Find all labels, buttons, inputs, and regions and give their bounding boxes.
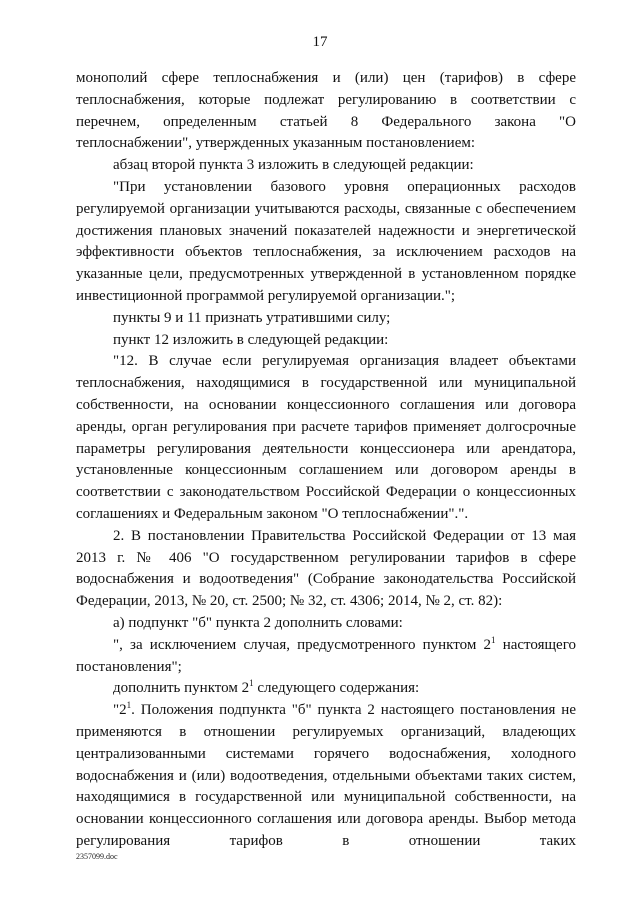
superscript: 1 (249, 678, 254, 689)
paragraph-quoted-text (76, 700, 576, 853)
paragraph-continuation: монополий сфере теплоснабжения и (или) цен (тарифов) в сфере теплоснабжения, которые подлежат регулированию в соответствии с перечнем, определенным статьей 8 Федерального закона "О теплоснабжении", утвержденных указанным постановлением: (76, 70, 576, 152)
paragraph-quoted-addition (76, 635, 576, 679)
text-segment: следующего содержания: (253, 680, 420, 697)
superscript: 1 (491, 634, 496, 645)
text-segment: "2 (113, 702, 127, 719)
paragraph-amendment-intro: абзац второй пункта 3 изложить в следующей редакции: (113, 157, 474, 174)
document-footer-filename: 2357099.doc (76, 852, 118, 861)
paragraph-subpoint-a: а) подпункт "б" пункта 2 дополнить словами: (113, 614, 403, 631)
paragraph-amendment-intro: пункт 12 изложить в следующей редакции: (113, 331, 389, 348)
paragraph-quoted-text: "12. В случае если регулируемая организация владеет объектами теплоснабжения, находящимися в государственной или муниципальной собственности, на основании концессионного соглашения или договора аренды, орган регулирования при расчете тарифов применяет долгосрочные параметры регулирования деятельности концессионера или арендатора, установленные концессионным соглашением или договором аренды в соответствии с законодательством Российской Федерации о концессионных соглашениях и Федеральным законом "О теплоснабжении".". (76, 353, 576, 522)
text-segment: . Положения подпункта "б" пункта 2 настоящего постановления не применяются в отношении регулируемых организаций, владеющих централизованными системами горячего водоснабжения, холодного водоснабжения и (или) водоотведения, отдельными объектами таких систем, находящимися в государственной или муниципальной собственности, на основании концессионного соглашения или договора аренды. Выбор метода регулирования тарифов в отношении таких (76, 702, 576, 849)
paragraph-amendment-intro (76, 678, 576, 700)
paragraph-section-2: 2. В постановлении Правительства Российской Федерации от 13 мая 2013 г. № 406 "О государственном регулировании тарифов в сфере водоснабжения и водоотведения" (Собрание законодательства Российской Федерации, 2013, № 20, ст. 2500; № 32, ст. 4306; 2014, № 2, ст. 82): (76, 527, 576, 610)
paragraph-quoted-text: "При установлении базового уровня операционных расходов регулируемой организации учитываются расходы, связанные с обеспечением достижения плановых значений показателей надежности и энергетической эффективности объектов теплоснабжения, за исключением расходов на указанные цели, предусмотренных утвержденной в установленном порядке инвестиционной программой регулируемой организации."; (76, 178, 576, 304)
superscript: 1 (126, 700, 132, 711)
text-segment: дополнить пунктом 2 (113, 680, 250, 697)
text-segment: настоящего постановления"; (76, 636, 576, 675)
document-body (76, 68, 576, 853)
paragraph-repeal: пункты 9 и 11 признать утратившими силу; (113, 309, 391, 326)
text-segment: ", за исключением случая, предусмотренного пунктом 2 (113, 636, 492, 653)
page-number: 17 (312, 34, 328, 50)
